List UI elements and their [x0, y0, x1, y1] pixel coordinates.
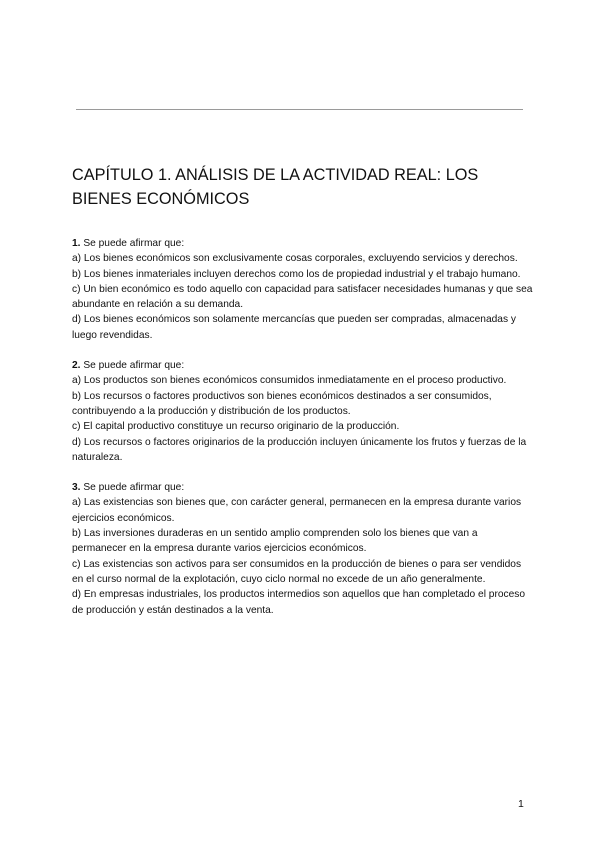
answer-option-c: c) El capital productivo constituye un recurso originario de la producción.: [72, 421, 400, 433]
answer-option-a: a) Los bienes económicos son exclusivamente cosas corporales, excluyendo servicios y derechos.: [72, 253, 518, 265]
question-list: [72, 236, 534, 633]
answer-option-c: c) Las existencias son activos para ser consumidos en la producción de bienes o para ser vendidos en el curso normal de la explotación, cuyo ciclo normal no excede de un año generalmente.: [72, 558, 522, 585]
answer-option-a: a) Los productos son bienes económicos consumidos inmediatamente en el proceso productivo.: [72, 375, 507, 387]
header-divider: [76, 109, 523, 110]
chapter-title: CAPÍTULO 1. ANÁLISIS DE LA ACTIVIDAD REAL: LOS BIENES ECONÓMICOS: [72, 166, 479, 208]
question-number: 1.: [72, 238, 81, 249]
answer-option-d: d) Los recursos o factores originarios de la producción incluyen únicamente los frutos y fuerzas de la naturaleza.: [72, 436, 527, 463]
question-stem-text: Se puede afirmar que:: [83, 238, 185, 249]
answer-option-b: b) Los recursos o factores productivos son bienes económicos destinados a ser consumidos, contribuyendo a la producción y distribución de los productos.: [72, 390, 492, 417]
question-stem-text: Se puede afirmar que:: [83, 482, 185, 494]
answer-option-d: d) Los bienes económicos son solamente mercancías que pueden ser compradas, almacenadas y luego revendidas.: [72, 314, 516, 341]
question-2: [72, 358, 534, 465]
question-stem: [72, 236, 534, 251]
answer-option-b: b) Las inversiones duraderas en un sentido amplio comprenden solo los bienes que van a permanecer en la empresa durante varios ejercicios económicos.: [72, 528, 478, 555]
answer-option-c: c) Un bien económico es todo aquello con capacidad para satisfacer necesidades humanas y que sea abundante en relación a su demanda.: [72, 283, 533, 311]
question-stem-text: Se puede afirmar que:: [83, 360, 185, 372]
question-1: [72, 236, 534, 343]
answer-option-a: a) Las existencias son bienes que, con carácter general, permanecen en la empresa durante varios ejercicios económicos.: [72, 497, 522, 524]
answer-option-d: d) En empresas industriales, los productos intermedios son aquellos que han completado el proceso de producción y están destinados a la venta.: [72, 589, 526, 616]
question-stem: [72, 358, 534, 373]
page-number: 1: [518, 798, 524, 810]
question-3: [72, 480, 534, 618]
answer-option-b: b) Los bienes inmateriales incluyen derechos como los de propiedad industrial y el trabajo humano.: [72, 268, 521, 280]
question-stem: [72, 480, 534, 495]
question-number: 3.: [72, 482, 81, 494]
question-number: 2.: [72, 360, 81, 372]
